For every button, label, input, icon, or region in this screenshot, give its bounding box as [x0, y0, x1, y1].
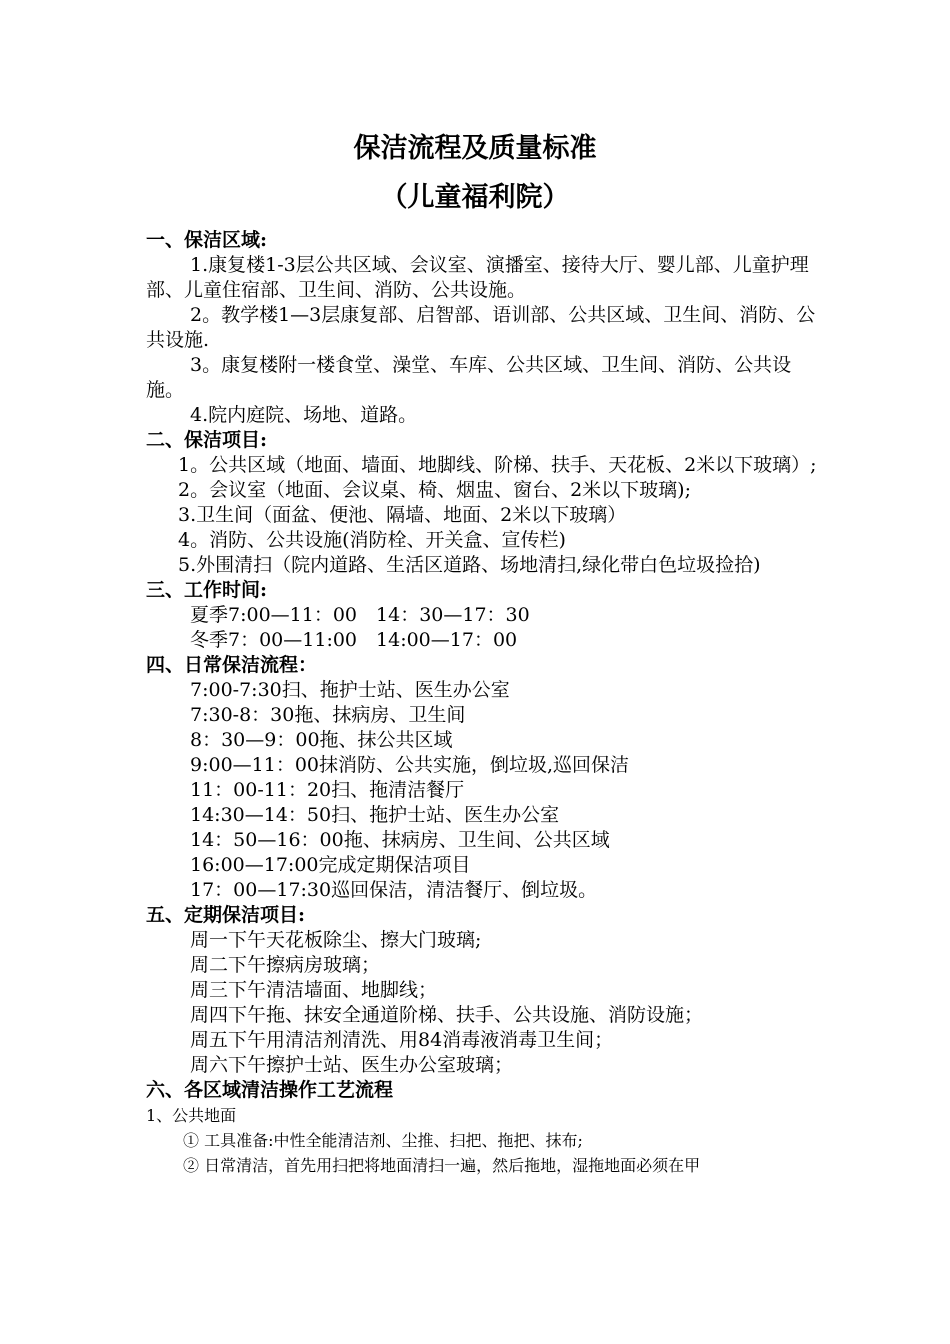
list-item: 周四下午拖、抹安全通道阶梯、扶手、公共设施、消防设施；: [190, 1004, 704, 1026]
list-item: 夏季7:00—11：00 14：30—17：30: [190, 604, 530, 626]
list-item: 周五下午用清洁剂清洗、用84消毒液消毒卫生间；: [190, 1029, 614, 1051]
list-item: 周三下午清洁墙面、地脚线；: [190, 979, 438, 1001]
section-heading: 三、工作时间:: [146, 579, 268, 601]
list-item: 4。消防、公共设施(消防栓、开关盒、宣传栏): [178, 529, 566, 551]
paragraph: 4.院内庭院、场地、道路。: [190, 404, 418, 426]
list-item: 14:30—14：50扫、拖护士站、医生办公室: [190, 804, 560, 826]
list-item: ② 日常清洁，首先用扫把将地面清扫一遍，然后拖地，湿拖地面必须在甲: [183, 1156, 701, 1175]
list-item: 冬季7：00—11:00 14:00—17：00: [190, 629, 518, 651]
list-item: 14：50—16：00拖、抹病房、卫生间、公共区域: [190, 829, 610, 851]
section-heading: 五、定期保洁项目:: [146, 904, 306, 926]
list-item: 5.外围清扫（院内道路、生活区道路、场地清扫,绿化带白色垃圾捡拾): [178, 554, 761, 576]
section-heading: 一、保洁区域:: [146, 229, 268, 251]
list-item: 17：00—17:30巡回保洁，清洁餐厅、倒垃圾。: [190, 879, 598, 901]
section-heading: 二、保洁项目:: [146, 429, 268, 451]
paragraph: 1.康复楼1-3层公共区域、会议室、演播室、接待大厅、婴儿部、儿童护理部、儿童住宿部、卫生间、消防、公共设施。: [146, 254, 809, 301]
document-subtitle: （儿童福利院）: [380, 182, 570, 213]
list-item: 9:00—11：00抹消防、公共实施，倒垃圾,巡回保洁: [190, 754, 630, 776]
list-item: ① 工具准备:中性全能清洁剂、尘推、扫把、拖把、抹布;: [183, 1131, 583, 1150]
list-item: 1。公共区域（地面、墙面、地脚线、阶梯、扶手、天花板、2米以下玻璃）;: [178, 454, 817, 476]
section-heading: 六、各区域清洁操作工艺流程: [146, 1079, 394, 1101]
list-item: 7:00-7:30扫、拖护士站、医生办公室: [190, 679, 510, 701]
paragraph: 3。康复楼附一楼食堂、澡堂、车库、公共区域、卫生间、消防、公共设施。: [146, 354, 792, 401]
section-heading: 四、日常保洁流程：: [146, 654, 318, 676]
list-item: 周六下午擦护士站、医生办公室玻璃；: [190, 1054, 514, 1076]
list-item: 7:30-8：30拖、抹病房、卫生间: [190, 704, 466, 726]
list-item: 周一下午天花板除尘、擦大门玻璃;: [190, 929, 482, 951]
subsection-heading: 1、公共地面: [146, 1106, 237, 1125]
document-body: [146, 228, 826, 1178]
list-item: 8：30—9：00拖、抹公共区域: [190, 729, 453, 751]
list-item: 2。会议室（地面、会议桌、椅、烟盅、窗台、2米以下玻璃);: [178, 479, 691, 501]
list-item: 16:00—17:00完成定期保洁项目: [190, 854, 471, 876]
list-item: 11：00-11：20扫、拖清洁餐厅: [190, 779, 465, 801]
paragraph: 2。教学楼1—3层康复部、启智部、语训部、公共区域、卫生间、消防、公共设施.: [146, 304, 816, 351]
document-title: 保洁流程及质量标准: [353, 133, 597, 164]
list-item: 3.卫生间（面盆、便池、隔墙、地面、2米以下玻璃）: [178, 504, 627, 526]
list-item: 周二下午擦病房玻璃；: [190, 954, 381, 976]
